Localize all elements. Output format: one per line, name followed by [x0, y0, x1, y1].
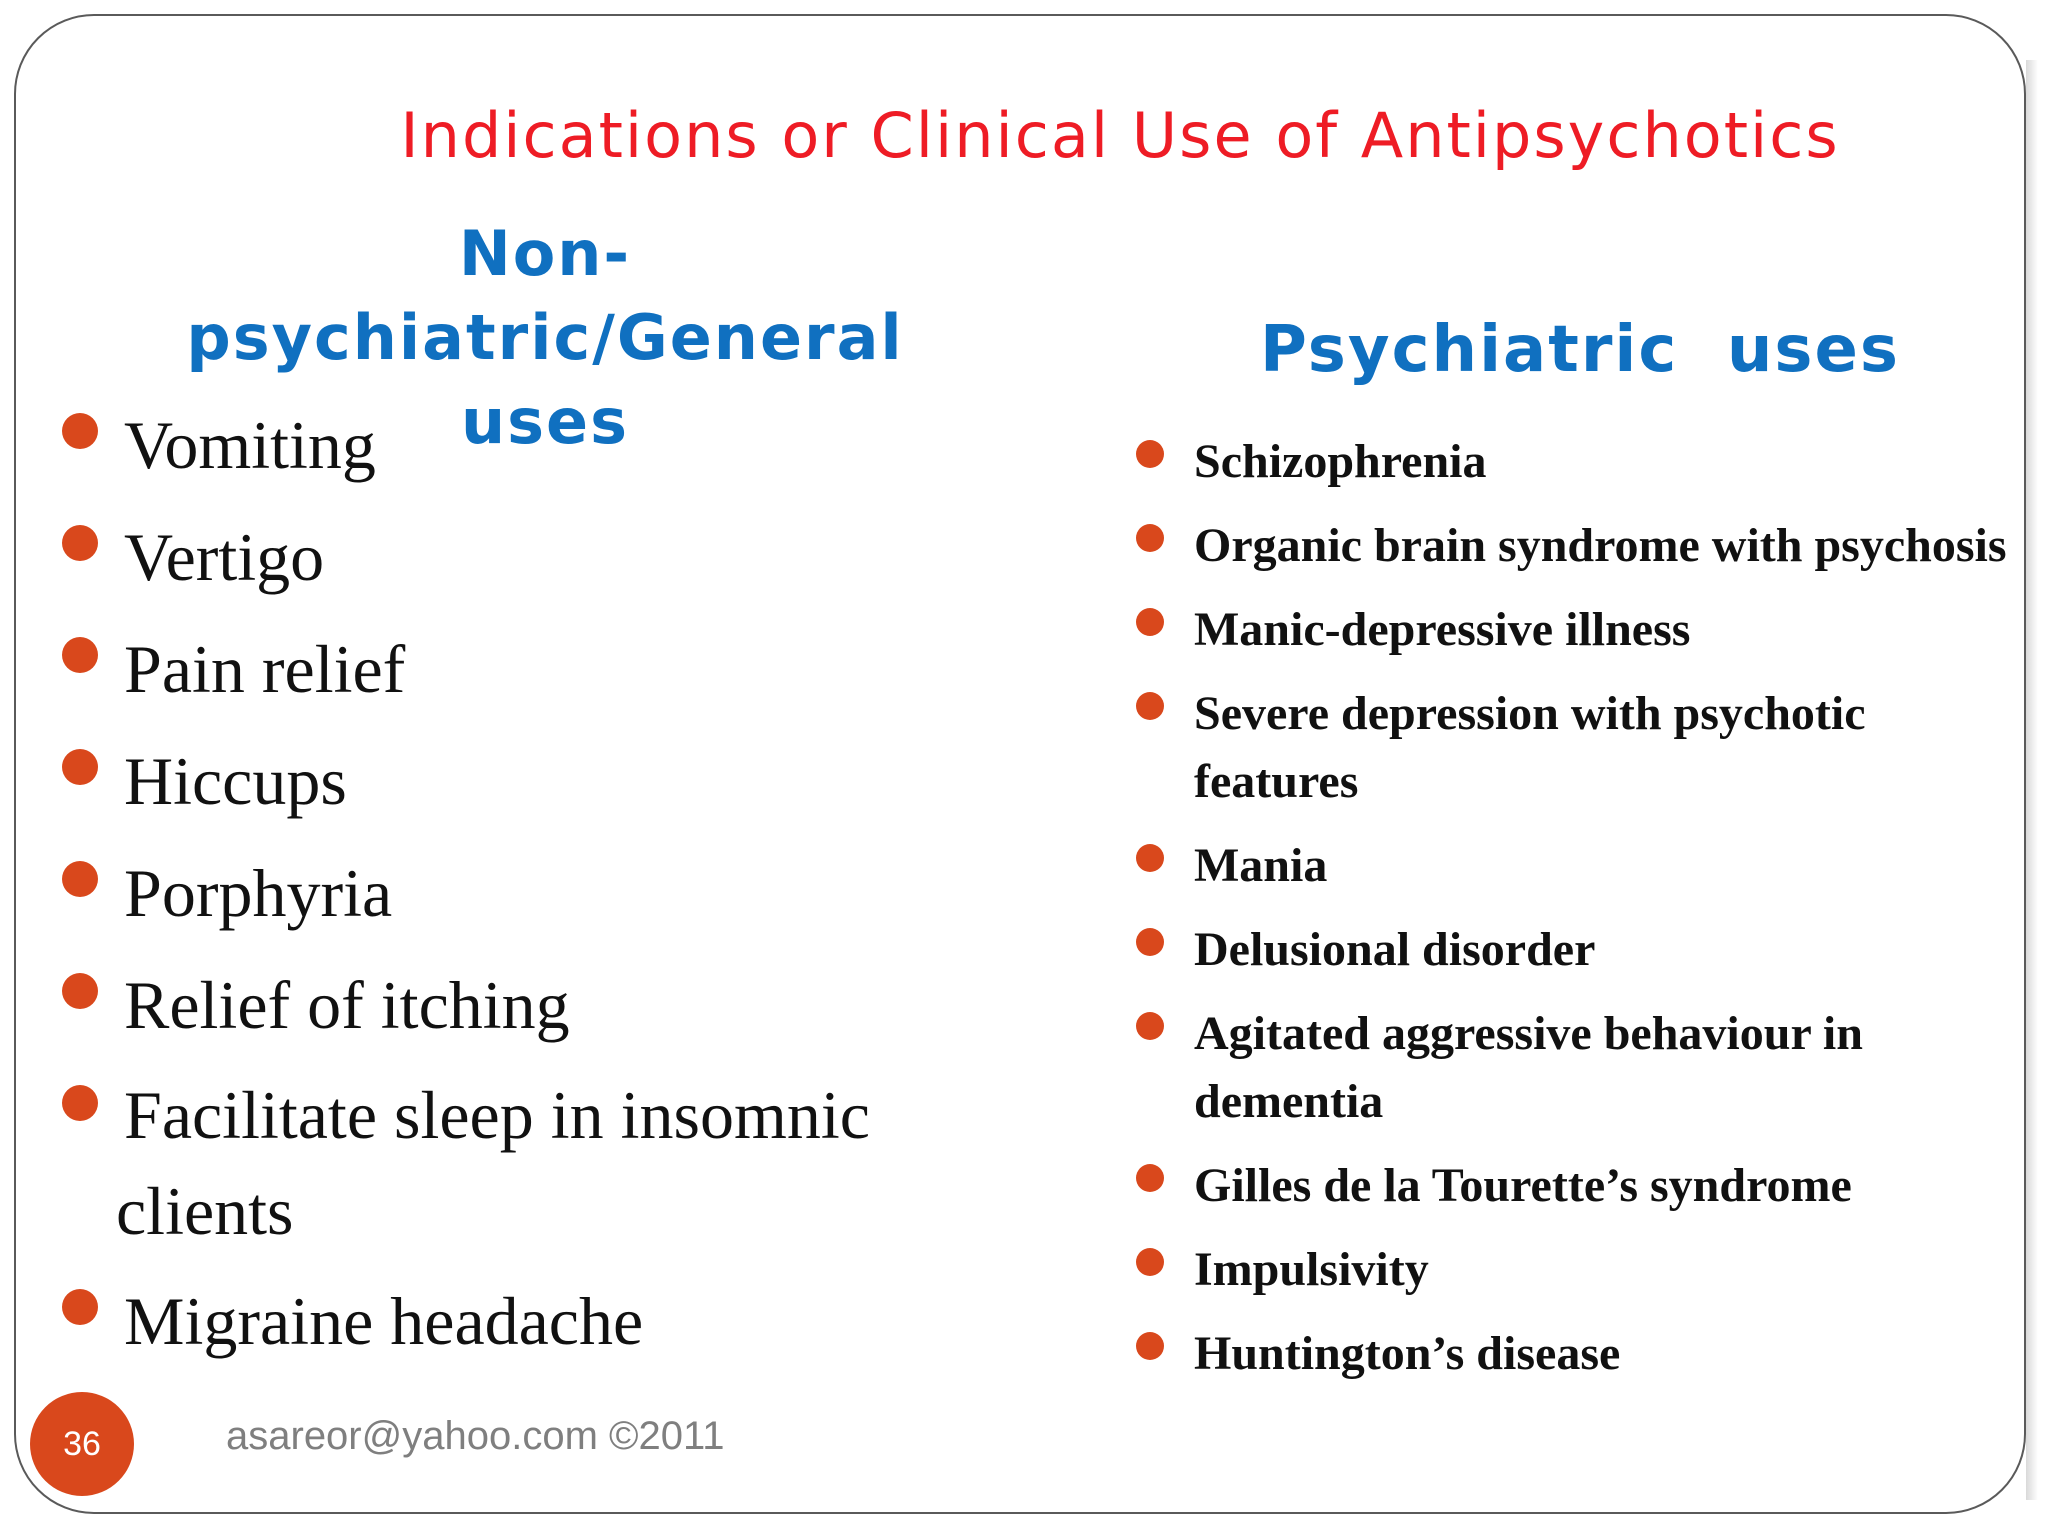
- list-item: Huntington’s disease: [1136, 1320, 2016, 1388]
- non-psychiatric-uses-list: [58, 395, 958, 1383]
- list-item: Agitated aggressive behaviour in dementia: [1136, 1000, 2016, 1136]
- bullet-dot-icon: [62, 637, 98, 673]
- list-item: Vomiting: [58, 395, 958, 495]
- frame-shadow: [2026, 60, 2038, 1500]
- bullet-dot-icon: [1136, 1248, 1164, 1276]
- right-column-heading: Psychiatric uses: [1260, 313, 1900, 387]
- list-item: Mania: [1136, 832, 2016, 900]
- bullet-dot-icon: [1136, 692, 1164, 720]
- list-item: Gilles de la Tourette’s syndrome: [1136, 1152, 2016, 1220]
- bullet-dot-icon: [62, 413, 98, 449]
- list-item: Vertigo: [58, 507, 958, 607]
- list-item: Pain relief: [58, 619, 958, 719]
- bullet-dot-icon: [62, 973, 98, 1009]
- bullet-dot-icon: [1136, 440, 1164, 468]
- bullet-dot-icon: [62, 1085, 98, 1121]
- bullet-dot-icon: [62, 525, 98, 561]
- list-item: Migraine headache: [58, 1271, 958, 1371]
- list-item-continuation: clients: [116, 1173, 294, 1249]
- bullet-dot-icon: [1136, 1164, 1164, 1192]
- list-item: Impulsivity: [1136, 1236, 2016, 1304]
- list-item: Porphyria: [58, 843, 958, 943]
- bullet-dot-icon: [1136, 844, 1164, 872]
- bullet-dot-icon: [1136, 928, 1164, 956]
- page-number-badge: 36: [30, 1392, 134, 1496]
- bullet-dot-icon: [62, 1289, 98, 1325]
- bullet-dot-icon: [1136, 1332, 1164, 1360]
- list-item: Manic-depressive illness: [1136, 596, 2016, 664]
- list-item: Organic brain syndrome with psychosis: [1136, 512, 2016, 580]
- list-item: Hiccups: [58, 731, 958, 831]
- bullet-dot-icon: [62, 749, 98, 785]
- list-item: Facilitate sleep in insomnic clients: [58, 1067, 958, 1259]
- footer-credit: asareor@yahoo.com ©2011: [226, 1414, 725, 1458]
- bullet-dot-icon: [1136, 1012, 1164, 1040]
- list-item: Schizophrenia: [1136, 428, 2016, 496]
- list-item: Severe depression with psychotic features: [1136, 680, 2016, 816]
- bullet-dot-icon: [1136, 524, 1164, 552]
- psychiatric-uses-list: [1136, 428, 2016, 1404]
- bullet-dot-icon: [62, 861, 98, 897]
- bullet-dot-icon: [1136, 608, 1164, 636]
- list-item: Delusional disorder: [1136, 916, 2016, 984]
- left-heading-line2: uses: [461, 385, 629, 458]
- left-heading-line1: Non-psychiatric/General: [186, 217, 904, 374]
- slide-title: Indications or Clinical Use of Antipsychotics: [400, 99, 1840, 172]
- list-item: Relief of itching: [58, 955, 958, 1055]
